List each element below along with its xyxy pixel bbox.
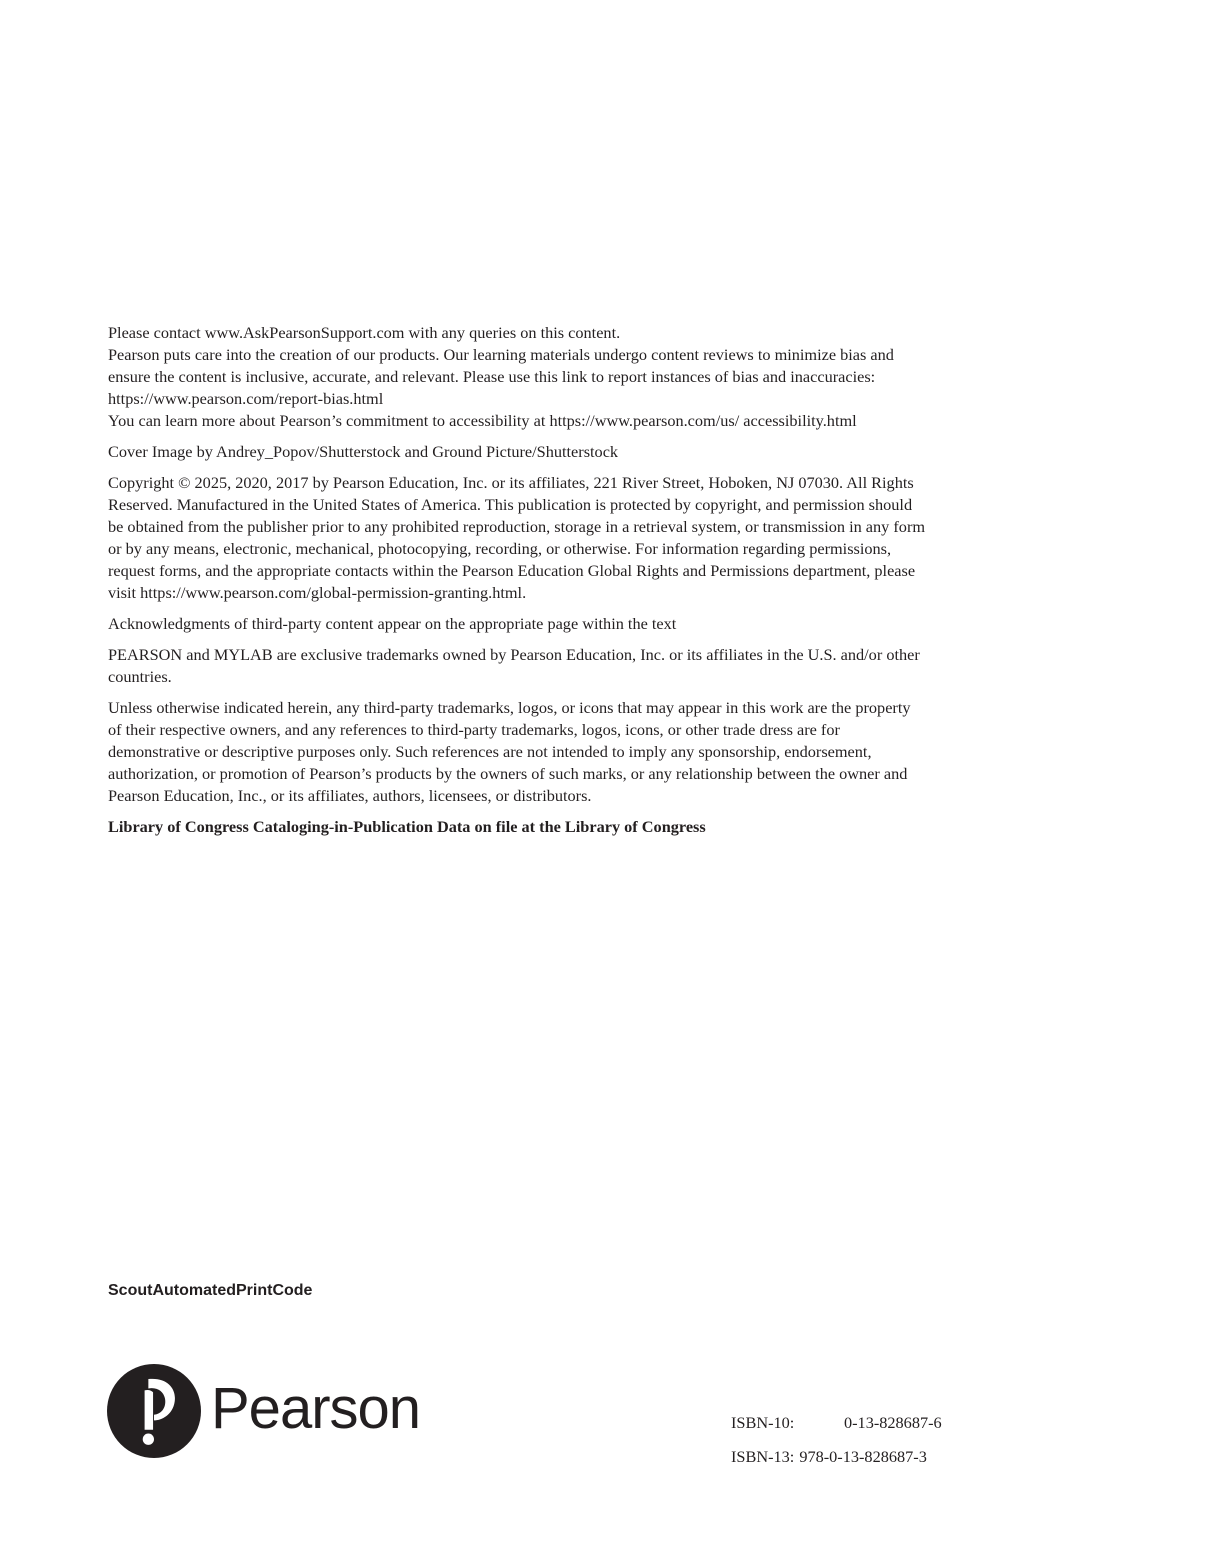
isbn-10-value: 0-13-828687-6 [844, 1413, 942, 1432]
isbn-13-value: 978-0-13-828687-3 [799, 1447, 927, 1466]
isbn-10-label: ISBN-10: [731, 1413, 795, 1432]
pearson-logo [107, 1364, 420, 1458]
bias-statement-text: Pearson puts care into the creation of our products. Our learning materials undergo content reviews to minimize bias and ensure the content is inclusive, accurate, and relevant. Please use this link to report instances of bias and inaccuracies: https://www.pearson.com/report-bias.html [108, 345, 894, 408]
accessibility-text: You can learn more about Pearson’s commitment to accessibility at https://www.pearson.com/us/ accessibility.html [108, 411, 857, 430]
isbn-10-row [731, 1406, 942, 1440]
acknowledgments-text: Acknowledgments of third-party content appear on the appropriate page within the text [108, 614, 677, 633]
isbn-block [731, 1406, 942, 1474]
isbn-13-label: ISBN-13: [731, 1447, 795, 1466]
trademarks-text: PEARSON and MYLAB are exclusive trademarks owned by Pearson Education, Inc. or its affiliates in the U.S. and/or other countries. [108, 645, 920, 686]
contact-text: Please contact www.AskPearsonSupport.com with any queries on this content. [108, 323, 621, 342]
copyright-text: Copyright © 2025, 2020, 2017 by Pearson Education, Inc. or its affiliates, 221 River Street, Hoboken, NJ 07030. All Rights Reserved. Manufactured in the United States of America. This publication is protected by copyright, and permission should be obtained from the publisher prior to any prohibited reproduction, storage in a retrieval system, or transmission in any form or by any means, electronic, mechanical, photocopying, recording, or otherwise. For information regarding permissions, request forms, and the appropriate contacts within the Pearson Education Global Rights and Permissions department, please visit https://www.pearson.com/global-permission-granting.html. [108, 473, 926, 602]
third-party-text: Unless otherwise indicated herein, any third-party trademarks, logos, or icons that may appear in this work are the property of their respective owners, and any references to third-party trademarks, logos, icons, or other trade dress are for demonstrative or descriptive purposes only. Such references are not intended to imply any sponsorship, endorsement, authorization, or promotion of Pearson’s products by the owners of such marks, or any relationship between the owner and Pearson Education, Inc., or its affiliates, authors, licensees, or distributors. [108, 698, 911, 805]
isbn-13-row [731, 1440, 942, 1474]
print-code: ScoutAutomatedPrintCode [108, 1282, 313, 1299]
cover-image-credit: Cover Image by Andrey_Popov/Shutterstock and Ground Picture/Shutterstock [108, 442, 619, 461]
pearson-p-icon [107, 1364, 201, 1458]
cataloging-text: Library of Congress Cataloging-in-Publication Data on file at the Library of Congress [108, 817, 706, 836]
pearson-wordmark: Pearson [211, 1376, 421, 1441]
copyright-notice-block [108, 322, 928, 838]
